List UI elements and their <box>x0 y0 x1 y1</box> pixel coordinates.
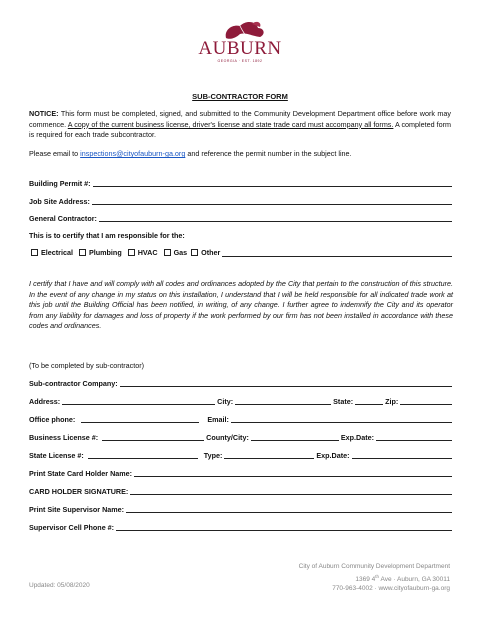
certify-heading-row <box>29 229 454 240</box>
site-supervisor-row <box>29 503 454 514</box>
footer-phone-website: 770-963-4002 · www.cityofauburn-ga.org <box>332 585 450 593</box>
auburn-logo <box>196 18 284 68</box>
supervisor-cell-row <box>29 521 454 532</box>
zip-field[interactable] <box>400 404 452 405</box>
form-title: SUB-CONTRACTOR FORM <box>192 92 288 101</box>
address-label: Address: <box>29 397 61 406</box>
business-exp-label: Exp.Date: <box>340 433 375 442</box>
state-exp-label: Exp.Date: <box>316 451 350 460</box>
zip-label: Zip: <box>385 397 399 406</box>
notice-paragraph <box>29 109 451 141</box>
county-city-field[interactable] <box>251 440 339 441</box>
signature-field[interactable] <box>130 494 452 495</box>
address-field[interactable] <box>62 404 215 405</box>
building-permit-label: Building Permit #: <box>29 179 91 188</box>
email-suffix: and reference the permit number in the subject line. <box>187 149 352 158</box>
state-card-holder-label: Print State Card Holder Name: <box>29 469 133 478</box>
general-contractor-row <box>29 212 454 223</box>
other-label: Other <box>201 248 221 257</box>
state-card-holder-row <box>29 467 454 478</box>
business-license-field[interactable] <box>102 440 204 441</box>
updated-date: Updated: 05/08/2020 <box>29 582 90 589</box>
trade-checkboxes <box>29 247 454 258</box>
general-contractor-field[interactable] <box>99 221 452 222</box>
footer-address-number: 1369 4 <box>355 575 376 583</box>
city-field[interactable] <box>235 404 331 405</box>
notice-label: NOTICE: <box>29 109 59 118</box>
city-label: City: <box>217 397 234 406</box>
site-supervisor-field[interactable] <box>126 512 452 513</box>
other-checkbox[interactable] <box>191 249 198 256</box>
logo-subtitle: GEORGIA · EST. 1892 <box>217 59 263 63</box>
email-field[interactable] <box>231 422 452 423</box>
electrical-checkbox[interactable] <box>31 249 38 256</box>
type-label: Type: <box>203 451 223 460</box>
electrical-label: Electrical <box>41 248 73 257</box>
notice-required-docs: A copy of the current business license, driver's license and state trade card must accompany all forms. <box>67 119 394 129</box>
gas-checkbox[interactable] <box>164 249 171 256</box>
general-contractor-label: General Contractor: <box>29 214 97 223</box>
other-field[interactable] <box>222 256 452 257</box>
state-label: State: <box>333 397 354 406</box>
office-phone-label: Office phone: <box>29 415 76 424</box>
sub-company-label: Sub-contractor Company: <box>29 379 118 388</box>
plumbing-label: Plumbing <box>88 248 122 257</box>
address-row <box>29 395 454 406</box>
building-permit-row <box>29 177 454 188</box>
state-field[interactable] <box>355 404 383 405</box>
state-card-holder-field[interactable] <box>134 476 452 477</box>
office-phone-row <box>29 413 454 424</box>
county-city-label: County/City: <box>206 433 249 442</box>
state-license-row <box>29 449 454 460</box>
footer-address <box>299 572 450 585</box>
email-instruction <box>29 149 459 158</box>
sub-company-row <box>29 377 454 388</box>
footer-address-street: Ave · Auburn, GA 30011 <box>379 575 450 583</box>
hvac-checkbox[interactable] <box>128 249 135 256</box>
footer-contact <box>299 562 450 594</box>
supervisor-cell-label: Supervisor Cell Phone #: <box>29 523 115 532</box>
footer-department: City of Auburn Community Development Department <box>298 563 450 570</box>
state-exp-field[interactable] <box>352 458 452 459</box>
business-license-label: Business License #: <box>29 433 99 442</box>
certify-heading: This is to certify that I am responsible for the: <box>29 231 185 240</box>
plumbing-checkbox[interactable] <box>79 249 86 256</box>
certification-statement: I certify that I have and will comply with all codes and ordinances adopted by the City that pertain to the construction of this structure. In the event of any change in my status on this installation, I understand that I will be held responsible for all indicated trade work at this job until the Building Official has been notified, in writing, of any change. I further agree to indemnify the City and its operator from any liability for damages and loss of property if the work performed by our firm has not been installed in accordance with these codes and ordinances. <box>29 279 453 331</box>
signature-row <box>29 485 454 496</box>
email-prefix: Please email to <box>29 149 79 158</box>
job-site-label: Job Site Address: <box>29 197 90 206</box>
state-license-label: State License #: <box>29 451 84 460</box>
business-license-row <box>29 431 454 442</box>
notice-text-1: This form must be completed, signed, and submitted to the Community Development Department office before work may commence. <box>29 109 451 129</box>
inspections-email-link[interactable]: inspections@cityofauburn-ga.org <box>80 149 186 158</box>
gas-label: Gas <box>173 248 188 257</box>
job-site-field[interactable] <box>92 204 452 205</box>
job-site-row <box>29 195 454 206</box>
office-phone-field[interactable] <box>81 422 199 423</box>
sub-contractor-note: (To be completed by sub-contractor) <box>29 361 145 370</box>
footer-address-suffix: th <box>375 573 380 579</box>
supervisor-cell-field[interactable] <box>116 530 452 531</box>
notice-text-2: A completed form is required for each trade subcontractor. <box>29 119 451 139</box>
building-permit-field[interactable] <box>93 186 453 187</box>
signature-label: CARD HOLDER SIGNATURE: <box>29 487 129 496</box>
email-label: Email: <box>207 415 229 424</box>
logo-wordmark: AUBURN <box>198 38 282 59</box>
state-license-field[interactable] <box>88 458 198 459</box>
site-supervisor-label: Print Site Supervisor Name: <box>29 505 125 514</box>
sub-company-field[interactable] <box>120 386 452 387</box>
hvac-label: HVAC <box>137 248 158 257</box>
type-field[interactable] <box>224 458 314 459</box>
business-exp-field[interactable] <box>376 440 452 441</box>
